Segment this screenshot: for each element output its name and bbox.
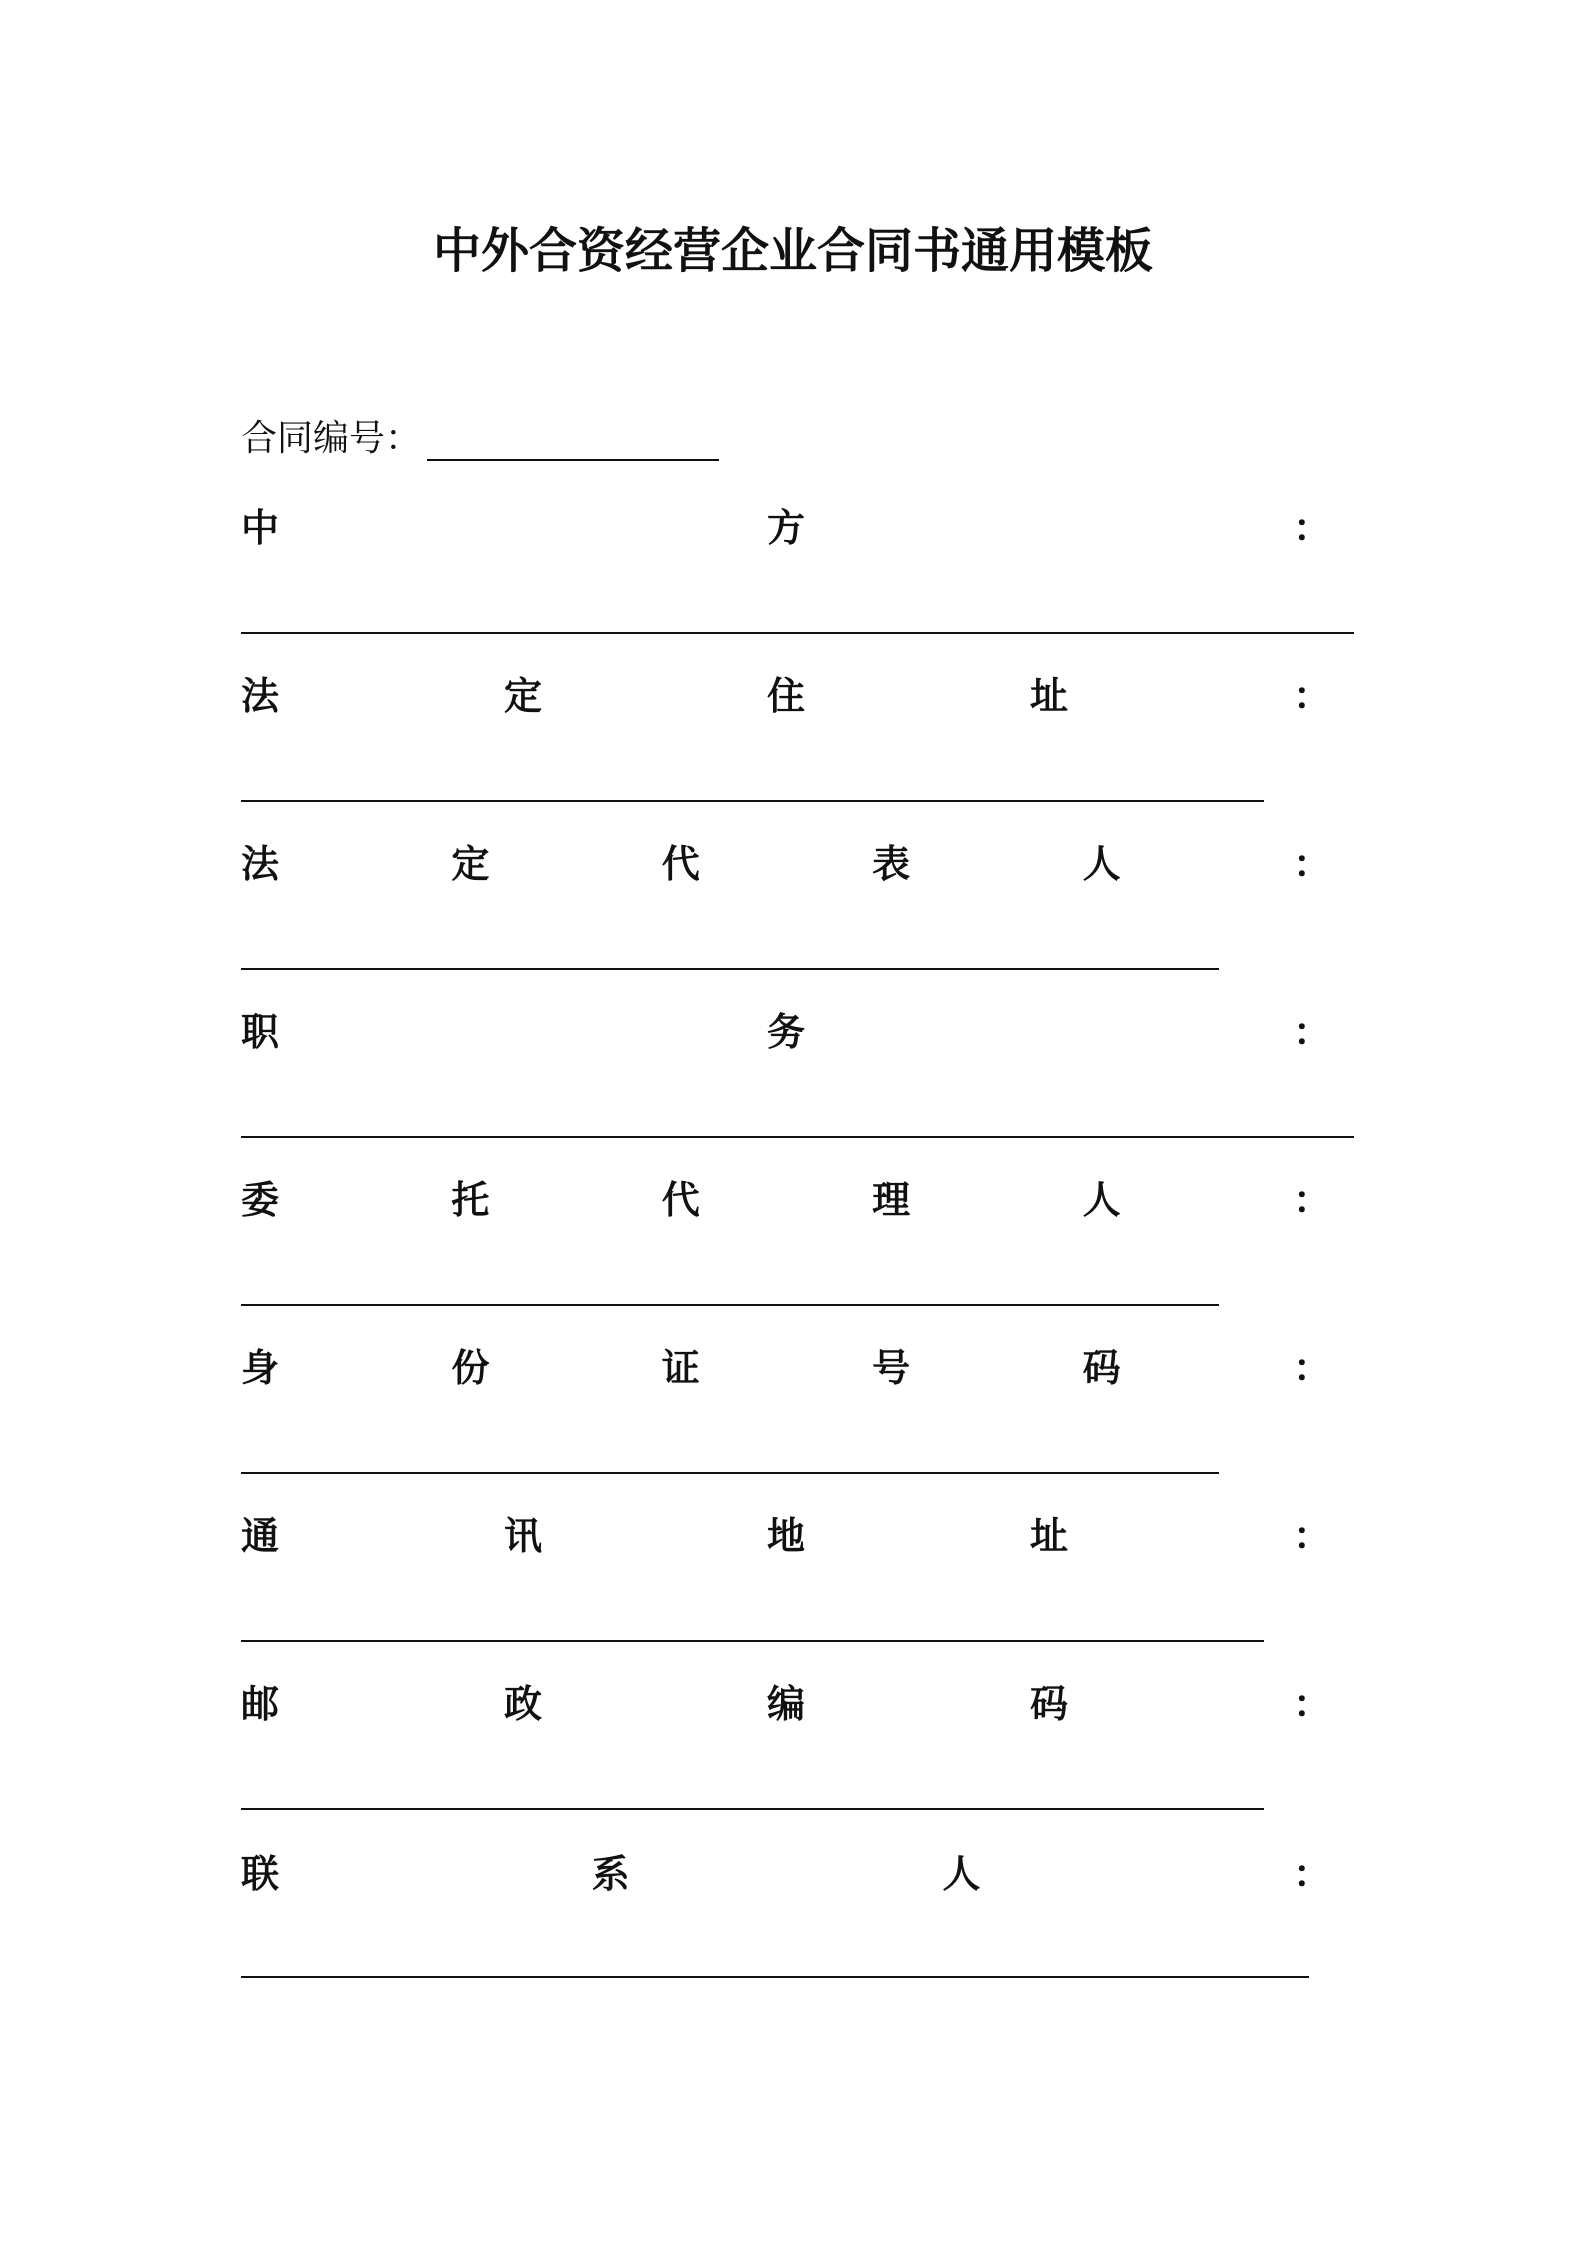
field-mailing-address-label [241, 1505, 1331, 1560]
label-char: 地 [766, 1514, 805, 1558]
label-char: 定 [451, 842, 490, 886]
field-legal-address-label [241, 665, 1331, 720]
label-char: 人 [942, 1852, 981, 1896]
field-authorized-agent-label [241, 1169, 1331, 1224]
label-char: 码 [1082, 1346, 1121, 1390]
label-char: 址 [1029, 674, 1068, 718]
label-char: 联 [241, 1852, 280, 1896]
contract-number-label: 合同编号： [241, 418, 422, 459]
field-position-label [241, 1001, 1331, 1056]
field-mailing-address-row [241, 1505, 1331, 1565]
field-postal-code-label [241, 1673, 1331, 1728]
field-position-blank-line[interactable] [241, 1136, 1354, 1138]
field-id-number-blank-line[interactable] [241, 1472, 1219, 1474]
label-char: 中 [241, 506, 280, 550]
field-legal-representative-label [241, 833, 1331, 888]
label-char: 人 [1082, 842, 1121, 886]
field-position-row [241, 1001, 1331, 1061]
field-chinese-party-label [241, 497, 1331, 552]
label-char: 托 [451, 1178, 490, 1222]
label-char: 身 [241, 1346, 280, 1390]
label-char: ： [1292, 842, 1331, 886]
field-postal-code-blank-line[interactable] [241, 1808, 1264, 1810]
field-authorized-agent-row [241, 1169, 1331, 1229]
label-char: 讯 [503, 1514, 542, 1558]
field-legal-address-row [241, 665, 1331, 725]
label-char: ： [1292, 674, 1331, 718]
field-id-number-label [241, 1337, 1331, 1392]
label-char: 法 [241, 674, 280, 718]
field-chinese-party-blank-line[interactable] [241, 632, 1354, 634]
label-char: 份 [451, 1346, 490, 1390]
label-char: 码 [1029, 1682, 1068, 1726]
label-char: ： [1292, 1010, 1331, 1054]
label-char: 证 [661, 1346, 700, 1390]
contract-number-row [241, 410, 719, 461]
label-char: 邮 [241, 1682, 280, 1726]
label-char: ： [1292, 1852, 1331, 1896]
label-char: 定 [503, 674, 542, 718]
field-mailing-address-blank-line[interactable] [241, 1640, 1264, 1642]
label-char: ： [1292, 1682, 1331, 1726]
label-char: 住 [766, 674, 805, 718]
field-postal-code-row [241, 1673, 1331, 1733]
field-contact-person-blank-line[interactable] [241, 1976, 1309, 1978]
label-char: 编 [766, 1682, 805, 1726]
label-char: 通 [241, 1514, 280, 1558]
field-legal-representative-row [241, 833, 1331, 893]
label-char: ： [1292, 1178, 1331, 1222]
label-char: 人 [1082, 1178, 1121, 1222]
label-char: ： [1292, 506, 1331, 550]
document-title: 中外合资经营企业合同书通用模板 [432, 223, 1153, 279]
field-contact-person-label [241, 1843, 1331, 1898]
label-char: 务 [766, 1010, 805, 1054]
label-char: 理 [872, 1178, 911, 1222]
label-char: 法 [241, 842, 280, 886]
field-chinese-party-row [241, 497, 1331, 557]
label-char: ： [1292, 1346, 1331, 1390]
label-char: 委 [241, 1178, 280, 1222]
field-contact-person-row [241, 1843, 1331, 1903]
contract-number-blank[interactable] [427, 425, 719, 461]
label-char: 政 [503, 1682, 542, 1726]
field-legal-representative-blank-line[interactable] [241, 968, 1219, 970]
label-char: 代 [661, 842, 700, 886]
label-char: 方 [766, 506, 805, 550]
label-char: 职 [241, 1010, 280, 1054]
label-char: 代 [661, 1178, 700, 1222]
label-char: 址 [1029, 1514, 1068, 1558]
label-char: ： [1292, 1514, 1331, 1558]
field-id-number-row [241, 1337, 1331, 1397]
field-legal-address-blank-line[interactable] [241, 800, 1264, 802]
label-char: 表 [872, 842, 911, 886]
label-char: 号 [872, 1346, 911, 1390]
field-authorized-agent-blank-line[interactable] [241, 1304, 1219, 1306]
label-char: 系 [591, 1852, 630, 1896]
